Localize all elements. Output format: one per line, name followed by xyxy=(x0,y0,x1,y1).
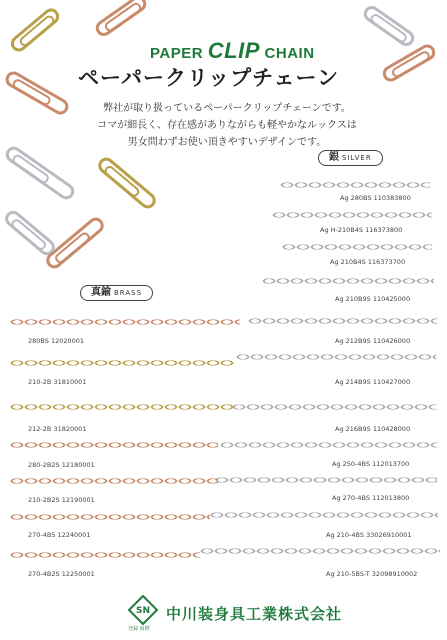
chain-name: Ag 212B9S xyxy=(335,337,371,345)
brand-part: CHAIN xyxy=(264,45,315,62)
chain-image xyxy=(10,317,240,327)
chain-name: Ag 250-4BS xyxy=(332,460,370,468)
paperclip-decoration xyxy=(2,208,58,259)
chain-label xyxy=(326,570,417,578)
paperclip-decoration xyxy=(95,154,159,211)
chain-label xyxy=(332,460,409,468)
chain-label xyxy=(320,226,402,234)
chain-name: Ag 210-4BS xyxy=(326,531,364,539)
logo-mark-note-part: 登録 xyxy=(128,626,139,632)
chain-label xyxy=(335,295,410,303)
chain-image xyxy=(220,440,438,450)
chain-image xyxy=(10,512,210,522)
chain-label xyxy=(335,425,410,433)
chain-label xyxy=(335,337,410,345)
chain-image xyxy=(10,440,218,450)
tag-label: 銀 xyxy=(329,152,339,163)
chain-image xyxy=(282,242,432,252)
chain-code: 112013700 xyxy=(372,460,410,468)
chain-image xyxy=(10,402,235,412)
silver-tag xyxy=(318,150,383,166)
chain-name: Ag 216B9S xyxy=(335,425,371,433)
chain-code: 116373700 xyxy=(367,258,406,266)
chain-name: Ag 210-5BS-T xyxy=(326,570,370,578)
chain-label xyxy=(330,258,405,266)
chain-name: 212-2B xyxy=(28,425,52,433)
chain-label xyxy=(340,194,411,202)
chain-label xyxy=(28,378,87,386)
chain-code: 110428000 xyxy=(372,425,411,433)
paperclip-decoration xyxy=(93,0,150,39)
chain-code: 31820001 xyxy=(53,425,87,433)
chain-name: Ag 210B9S xyxy=(335,295,371,303)
chain-image xyxy=(280,180,430,190)
chain-name: 270-4B2S xyxy=(28,570,60,578)
page-title: ペーパークリップチェーン xyxy=(78,66,340,90)
intro-line: コマが細長く、存在感がありながらも軽やかなルックスは xyxy=(97,120,357,131)
chain-code: 32098910002 xyxy=(371,570,418,578)
chain-code: 12020001 xyxy=(50,337,85,345)
chain-name: Ag 210B4S xyxy=(330,258,366,266)
chain-name: 280-2B2S xyxy=(28,461,60,469)
chain-label xyxy=(28,337,84,345)
paperclip-decoration xyxy=(8,5,63,55)
chain-label xyxy=(28,531,91,539)
paperclip-decoration xyxy=(361,3,418,49)
chain-name: Ag 280BS xyxy=(340,194,372,202)
chain-image xyxy=(232,402,437,412)
chain-name: 210-2B2S xyxy=(28,496,60,504)
tag-sublabel: BRASS xyxy=(114,289,143,297)
chain-label xyxy=(326,531,412,539)
chain-name: Ag 214B9S xyxy=(335,378,371,386)
chain-code: 116373800 xyxy=(365,226,403,234)
chain-name: Ag 270-4BS xyxy=(332,494,370,502)
intro-line: 弊社が取り扱っているペーパークリップチェーンです。 xyxy=(103,103,351,114)
chain-name: 270-4BS xyxy=(28,531,56,539)
chain-image xyxy=(215,475,437,485)
paperclip-decoration xyxy=(3,69,72,118)
chain-code: 110427000 xyxy=(372,378,411,386)
chain-label xyxy=(332,494,409,502)
chain-image xyxy=(272,210,432,220)
company-name: 中川装身具工業株式会社 xyxy=(166,605,343,623)
chain-name: Ag H-210B4S xyxy=(320,226,363,234)
chain-image xyxy=(262,276,434,286)
intro-line: 男女問わずお使い頂きやすいデザインです。 xyxy=(127,137,327,148)
tag-label: 真鍮 xyxy=(91,287,111,298)
chain-label xyxy=(335,378,410,386)
chain-image xyxy=(10,550,200,560)
chain-label xyxy=(28,570,95,578)
brass-tag xyxy=(80,285,153,301)
brand-part: PAPER xyxy=(150,45,204,62)
chain-code: 31810001 xyxy=(53,378,87,386)
chain-image xyxy=(236,352,436,362)
chain-code: 12190001 xyxy=(61,496,95,504)
logo-mark-note xyxy=(128,625,150,632)
chain-image xyxy=(10,476,218,486)
chain-name: 210-2B xyxy=(28,378,52,386)
paperclip-decoration xyxy=(3,144,78,203)
chain-code: 110425000 xyxy=(372,295,411,303)
sn-logo-icon xyxy=(128,595,158,625)
brand-logo xyxy=(150,38,315,64)
chain-image xyxy=(210,510,438,520)
chain-image xyxy=(200,546,440,556)
logo-mark-note-part: 商標 xyxy=(139,626,150,632)
paperclip-decoration xyxy=(380,42,438,85)
chain-image xyxy=(10,358,235,368)
tag-sublabel: SILVER xyxy=(342,154,372,162)
chain-code: 110383800 xyxy=(373,194,411,202)
chain-code: 12180001 xyxy=(61,461,95,469)
logo-text: SN xyxy=(135,606,151,616)
chain-image xyxy=(248,316,438,326)
chain-code: 12250001 xyxy=(61,570,95,578)
intro-text xyxy=(92,100,362,151)
chain-code: 12240001 xyxy=(57,531,91,539)
chain-label xyxy=(28,425,87,433)
chain-code: 33026910001 xyxy=(366,531,412,539)
chain-label xyxy=(28,496,95,504)
chain-label xyxy=(28,461,95,469)
brand-part: CLIP xyxy=(207,38,260,63)
chain-code: 110426000 xyxy=(372,337,411,345)
chain-code: 112013800 xyxy=(372,494,410,502)
chain-name: 280BS xyxy=(28,337,49,345)
